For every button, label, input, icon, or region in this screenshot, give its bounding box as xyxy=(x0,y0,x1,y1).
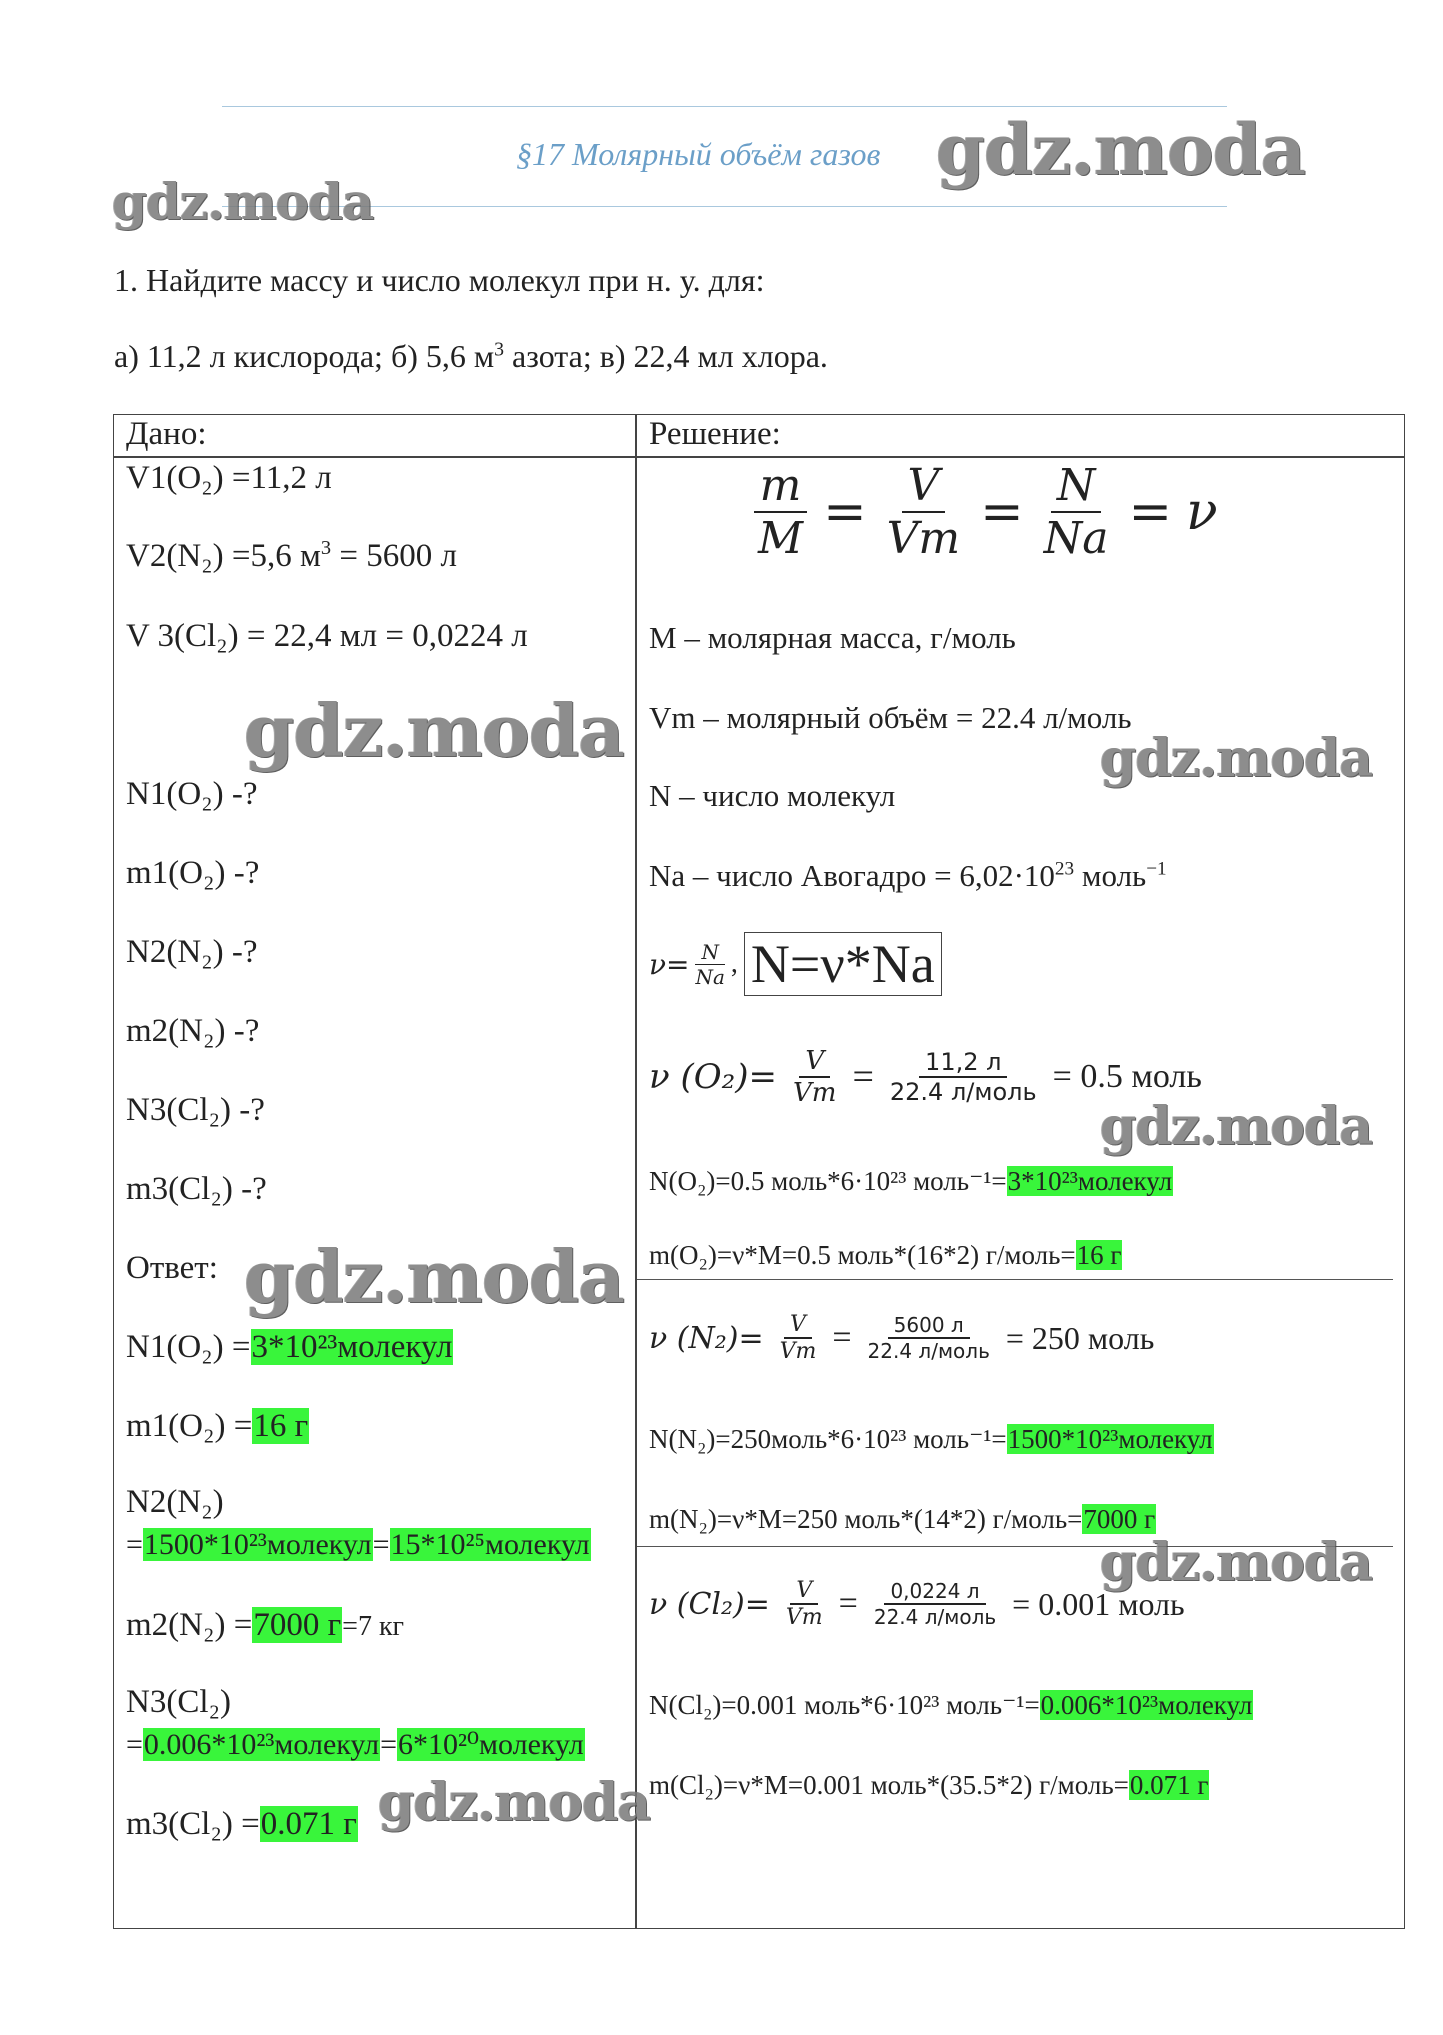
o2-molecules-result: 3*10²³молекул xyxy=(1007,1166,1173,1196)
answer-n3-value2: 6*10²⁰молекул xyxy=(398,1728,584,1761)
answer-n3-eq: = xyxy=(126,1728,143,1761)
formula-Na: Na xyxy=(1043,513,1109,564)
answer-n2-value1: 1500*10²³молекул xyxy=(143,1528,372,1561)
n2-mass-result: 7000 г xyxy=(1083,1504,1156,1534)
cl2-nu-eq: = xyxy=(838,1585,858,1622)
main-formula xyxy=(752,460,1218,564)
answer-m1-prefix: m1(O₂) = xyxy=(126,1408,253,1444)
answer-m3 xyxy=(126,1806,358,1844)
n2-mass-calc: m(N₂)=ν*M=250 моль*(14*2) г/моль= xyxy=(649,1504,1083,1534)
o2-nu-den1: Vm xyxy=(793,1078,837,1108)
n2-nu-den1: Vm xyxy=(779,1339,817,1364)
answer-n3-mid: = xyxy=(380,1728,398,1761)
def-avogadro xyxy=(649,858,1167,894)
answer-n3-value1: 0.006*10²³молекул xyxy=(143,1728,380,1761)
answer-m3-value: 0.071 г xyxy=(260,1806,357,1842)
o2-nu-num1: V xyxy=(799,1046,830,1078)
answer-n1-prefix: N1(O₂) = xyxy=(126,1329,251,1365)
table-header-divider xyxy=(113,456,1405,458)
nu-small-den: Na xyxy=(695,964,725,989)
n2-nu-lhs: ν (N₂)= xyxy=(649,1320,764,1356)
answer-n3 xyxy=(126,1728,585,1763)
o2-mass xyxy=(649,1240,1122,1271)
n2-nu-num1: V xyxy=(784,1312,812,1339)
formula-V: V xyxy=(902,460,946,513)
formula-V-over-Vm xyxy=(881,460,967,564)
solution-header: Решение: xyxy=(649,416,781,452)
n2-molecules xyxy=(649,1424,1214,1455)
formula-M: M xyxy=(758,513,804,564)
watermark-logo: gdz.moda xyxy=(936,108,1306,191)
cl2-nu-lhs: ν (Cl₂)= xyxy=(649,1586,770,1622)
def-molecule-count: N – число молекул xyxy=(649,778,896,813)
watermark-logo: gdz.moda xyxy=(1100,728,1373,789)
answer-label: Ответ: xyxy=(126,1250,218,1286)
watermark-logo: gdz.moda xyxy=(244,688,624,773)
header-top-rule xyxy=(222,106,1227,107)
task-line-2-a: а) 11,2 л кислорода; б) 5,6 м xyxy=(114,338,495,374)
watermark-logo: gdz.moda xyxy=(1100,1532,1373,1593)
table-column-divider xyxy=(635,414,637,1929)
answer-n2-value2: 15*10²⁵молекул xyxy=(390,1528,590,1561)
given-m2: m2(N₂) -? xyxy=(126,1013,260,1049)
o2-mass-calc: m(O₂)=ν*M=0.5 моль*(16*2) г/моль= xyxy=(649,1240,1076,1270)
given-n2: N2(N₂) -? xyxy=(126,934,258,970)
answer-m2-suffix: =7 кг xyxy=(342,1611,405,1642)
def-avogadro-b: моль xyxy=(1074,858,1147,893)
given-m3: m3(Cl₂) -? xyxy=(126,1171,267,1207)
boxed-formula: N=ν*Na xyxy=(744,932,942,996)
cl2-nu-num1: V xyxy=(790,1578,818,1605)
n2-nu-frac1 xyxy=(774,1312,823,1364)
o2-molecules xyxy=(649,1166,1173,1197)
nu-small-frac xyxy=(689,940,730,989)
formula-eq: = xyxy=(980,482,1024,542)
answer-n2 xyxy=(126,1528,591,1563)
cl2-nu-den1: Vm xyxy=(785,1605,823,1630)
answer-n2-eq: = xyxy=(126,1528,143,1561)
task-line-2-sup: 3 xyxy=(494,338,505,361)
given-v2 xyxy=(126,538,457,576)
nu-small-lhs: ν= xyxy=(649,947,690,981)
answer-m1-value: 16 г xyxy=(253,1408,309,1444)
o2-nu-eq: = xyxy=(852,1056,874,1098)
given-v3: V 3(Cl₂) = 22,4 мл = 0,0224 л xyxy=(126,618,528,654)
n2-molecules-result: 1500*10²³молекул xyxy=(1007,1424,1213,1454)
nu-small-num: N xyxy=(695,940,725,965)
cl2-molecules-calc: N(Cl₂)=0.001 моль*6·10²³ моль⁻¹= xyxy=(649,1690,1040,1720)
formula-eq: = xyxy=(1128,482,1173,542)
formula-N: N xyxy=(1051,460,1102,513)
answer-m2-value: 7000 г xyxy=(253,1607,342,1643)
formula-nu: ν xyxy=(1186,482,1218,542)
task-line-2 xyxy=(114,338,828,375)
o2-molecules-calc: N(O₂)=0.5 моль*6·10²³ моль⁻¹= xyxy=(649,1166,1007,1196)
def-avogadro-a: Na – число Авогадро = 6,02·10 xyxy=(649,858,1055,893)
def-molar-mass: M – молярная масса, г/моль xyxy=(649,620,1016,655)
cl2-nu-equation xyxy=(649,1578,1185,1630)
answer-n1-value: 3*10²³молекул xyxy=(251,1329,453,1365)
n2-nu-eq: = xyxy=(832,1319,852,1356)
formula-Vm: Vm xyxy=(886,513,961,564)
n2-nu-result: = 250 моль xyxy=(1005,1319,1155,1356)
cl2-molecules xyxy=(649,1690,1253,1721)
o2-nu-frac1 xyxy=(787,1046,842,1108)
def-avogadro-sup: 23 xyxy=(1054,858,1075,880)
cl2-nu-frac1 xyxy=(780,1578,829,1630)
o2-mass-result: 16 г xyxy=(1076,1240,1122,1270)
n2-molecules-calc: N(N₂)=250моль*6·10²³ моль⁻¹= xyxy=(649,1424,1007,1454)
section-title: §17 Молярный объём газов xyxy=(516,136,881,172)
given-m1: m1(O₂) -? xyxy=(126,855,260,891)
nu-definition xyxy=(649,932,942,996)
solution-divider-1 xyxy=(637,1279,1393,1280)
answer-m2-prefix: m2(N₂) = xyxy=(126,1607,253,1643)
given-header: Дано: xyxy=(126,416,207,452)
formula-m-over-M xyxy=(752,460,809,564)
watermark-logo: gdz.moda xyxy=(244,1234,624,1319)
answer-n3-label: N3(Cl₂) xyxy=(126,1684,231,1720)
cl2-mass-result: 0.071 г xyxy=(1129,1770,1209,1800)
answer-n2-mid: = xyxy=(372,1528,390,1561)
watermark-logo: gdz.moda xyxy=(112,172,374,231)
task-line-2-b: азота; в) 22,4 мл хлора. xyxy=(504,338,828,374)
watermark-logo: gdz.moda xyxy=(1100,1096,1373,1157)
n2-nu-num2: 5600 л xyxy=(888,1313,970,1339)
o2-nu-den2: 22.4 л/моль xyxy=(889,1078,1037,1106)
answer-m1 xyxy=(126,1408,309,1446)
given-n3: N3(Cl₂) -? xyxy=(126,1092,265,1128)
o2-nu-num2: 11,2 л xyxy=(919,1048,1007,1078)
def-molar-volume: Vm – молярный объём = 22.4 л/моль xyxy=(649,700,1132,735)
formula-m: m xyxy=(754,460,808,513)
n2-mass xyxy=(649,1504,1156,1535)
given-v2-a: V2(N₂) =5,6 м xyxy=(126,538,321,574)
answer-n2-label: N2(N₂) xyxy=(126,1484,224,1520)
task-line-1: 1. Найдите массу и число молекул при н. у. для: xyxy=(114,262,765,298)
cl2-mass-calc: m(Cl₂)=ν*M=0.001 моль*(35.5*2) г/моль= xyxy=(649,1770,1129,1800)
answer-n1 xyxy=(126,1329,453,1367)
answer-m2 xyxy=(126,1607,404,1645)
def-avogadro-sup2: −1 xyxy=(1146,858,1167,880)
o2-nu-result: = 0.5 моль xyxy=(1052,1058,1202,1095)
cl2-molecules-result: 0.006*10²³молекул xyxy=(1040,1690,1253,1720)
formula-N-over-Na xyxy=(1038,460,1115,564)
cl2-nu-den2: 22.4 л/моль xyxy=(873,1605,997,1629)
n2-nu-frac2 xyxy=(862,1313,996,1363)
given-n1: N1(O₂) -? xyxy=(126,776,258,812)
cl2-nu-result: = 0.001 моль xyxy=(1012,1585,1185,1622)
cl2-nu-num2: 0,0224 л xyxy=(884,1579,985,1605)
given-v2-b: = 5600 л xyxy=(331,538,457,574)
n2-nu-den2: 22.4 л/моль xyxy=(867,1339,990,1363)
formula-eq: = xyxy=(823,482,867,542)
nu-small-comma: , xyxy=(730,948,738,979)
cl2-mass xyxy=(649,1770,1209,1801)
n2-nu-equation xyxy=(649,1312,1154,1364)
given-v2-sup: 3 xyxy=(320,537,332,559)
watermark-logo: gdz.moda xyxy=(378,1772,651,1833)
o2-nu-frac2 xyxy=(884,1048,1043,1106)
given-v1: V1(O₂) =11,2 л xyxy=(126,460,332,496)
o2-nu-lhs: ν (O₂)= xyxy=(649,1057,777,1097)
answer-m3-prefix: m3(Cl₂) = xyxy=(126,1806,260,1842)
cl2-nu-frac2 xyxy=(868,1579,1002,1629)
